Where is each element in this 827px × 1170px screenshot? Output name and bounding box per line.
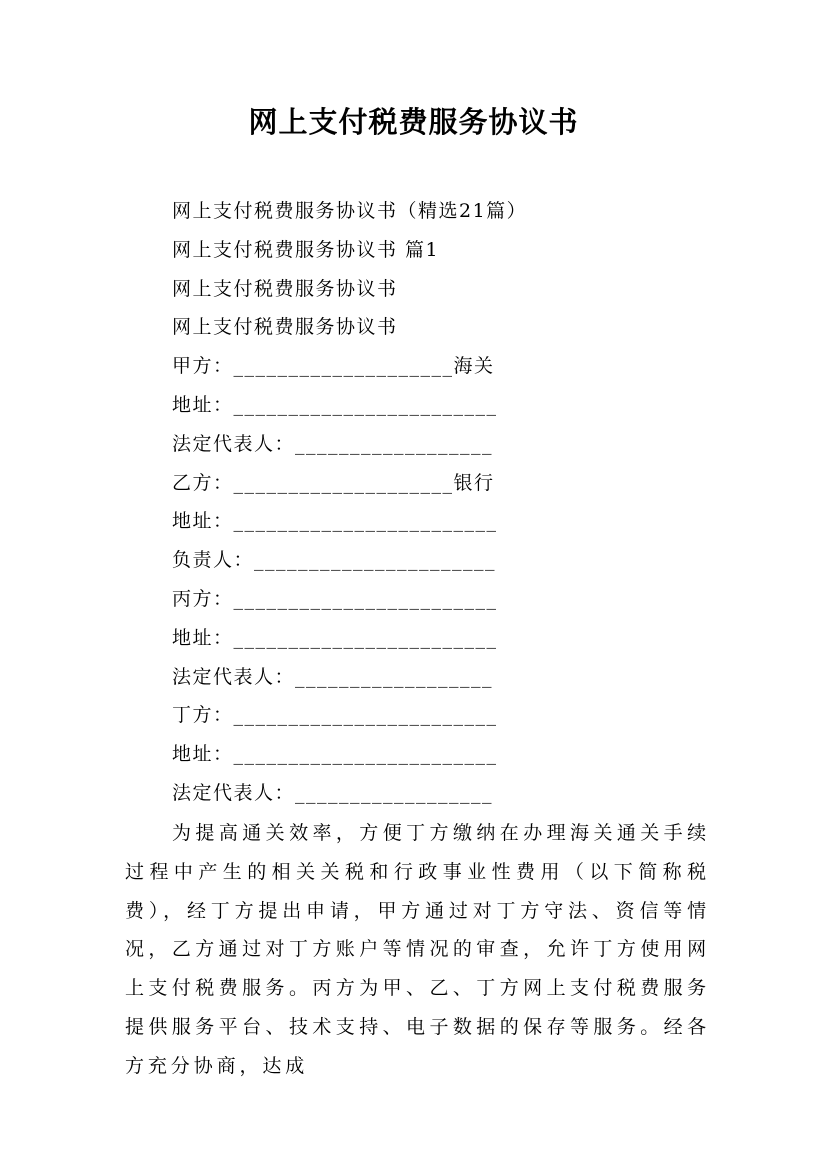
body-paragraph: 为提高通关效率，方便丁方缴纳在办理海关通关手续过程中产生的相关关税和行政事业性费用（以下简称税费），经丁方提出申请，甲方通过对丁方守法、资信等情况，乙方通过对丁方账户等情况的审查，允许丁方使用网上支付税费服务。丙方为甲、乙、丁方网上支付税费服务提供服务平台、技术支持、电子数据的保存等服务。经各方充分协商，达成 (125, 822, 710, 1077)
legal-representative-line: 法定代表人：__________________ (172, 781, 494, 804)
subtitle-line: 网上支付税费服务协议书（精选21篇） (172, 200, 528, 222)
document-title: 网上支付税费服务协议书 (248, 105, 579, 139)
document-lines (172, 192, 712, 813)
legal-representative-line: 法定代表人：__________________ (172, 665, 494, 688)
section-heading: 网上支付税费服务协议书 篇1 (172, 238, 440, 261)
party-a-line: 甲方：____________________海关 (172, 355, 495, 378)
legal-representative-line: 法定代表人：__________________ (172, 432, 494, 455)
heading-line: 网上支付税费服务协议书 (172, 277, 398, 300)
address-line: 地址：________________________ (172, 626, 498, 649)
party-b-line: 乙方：____________________银行 (172, 471, 495, 494)
person-in-charge-line: 负责人：______________________ (172, 549, 497, 572)
heading-line: 网上支付税费服务协议书 (172, 316, 398, 339)
address-line: 地址：________________________ (172, 743, 498, 766)
party-c-line: 丙方：________________________ (172, 587, 498, 610)
party-d-line: 丁方：________________________ (172, 704, 498, 727)
address-line: 地址：________________________ (172, 393, 498, 416)
address-line: 地址：________________________ (172, 510, 498, 533)
